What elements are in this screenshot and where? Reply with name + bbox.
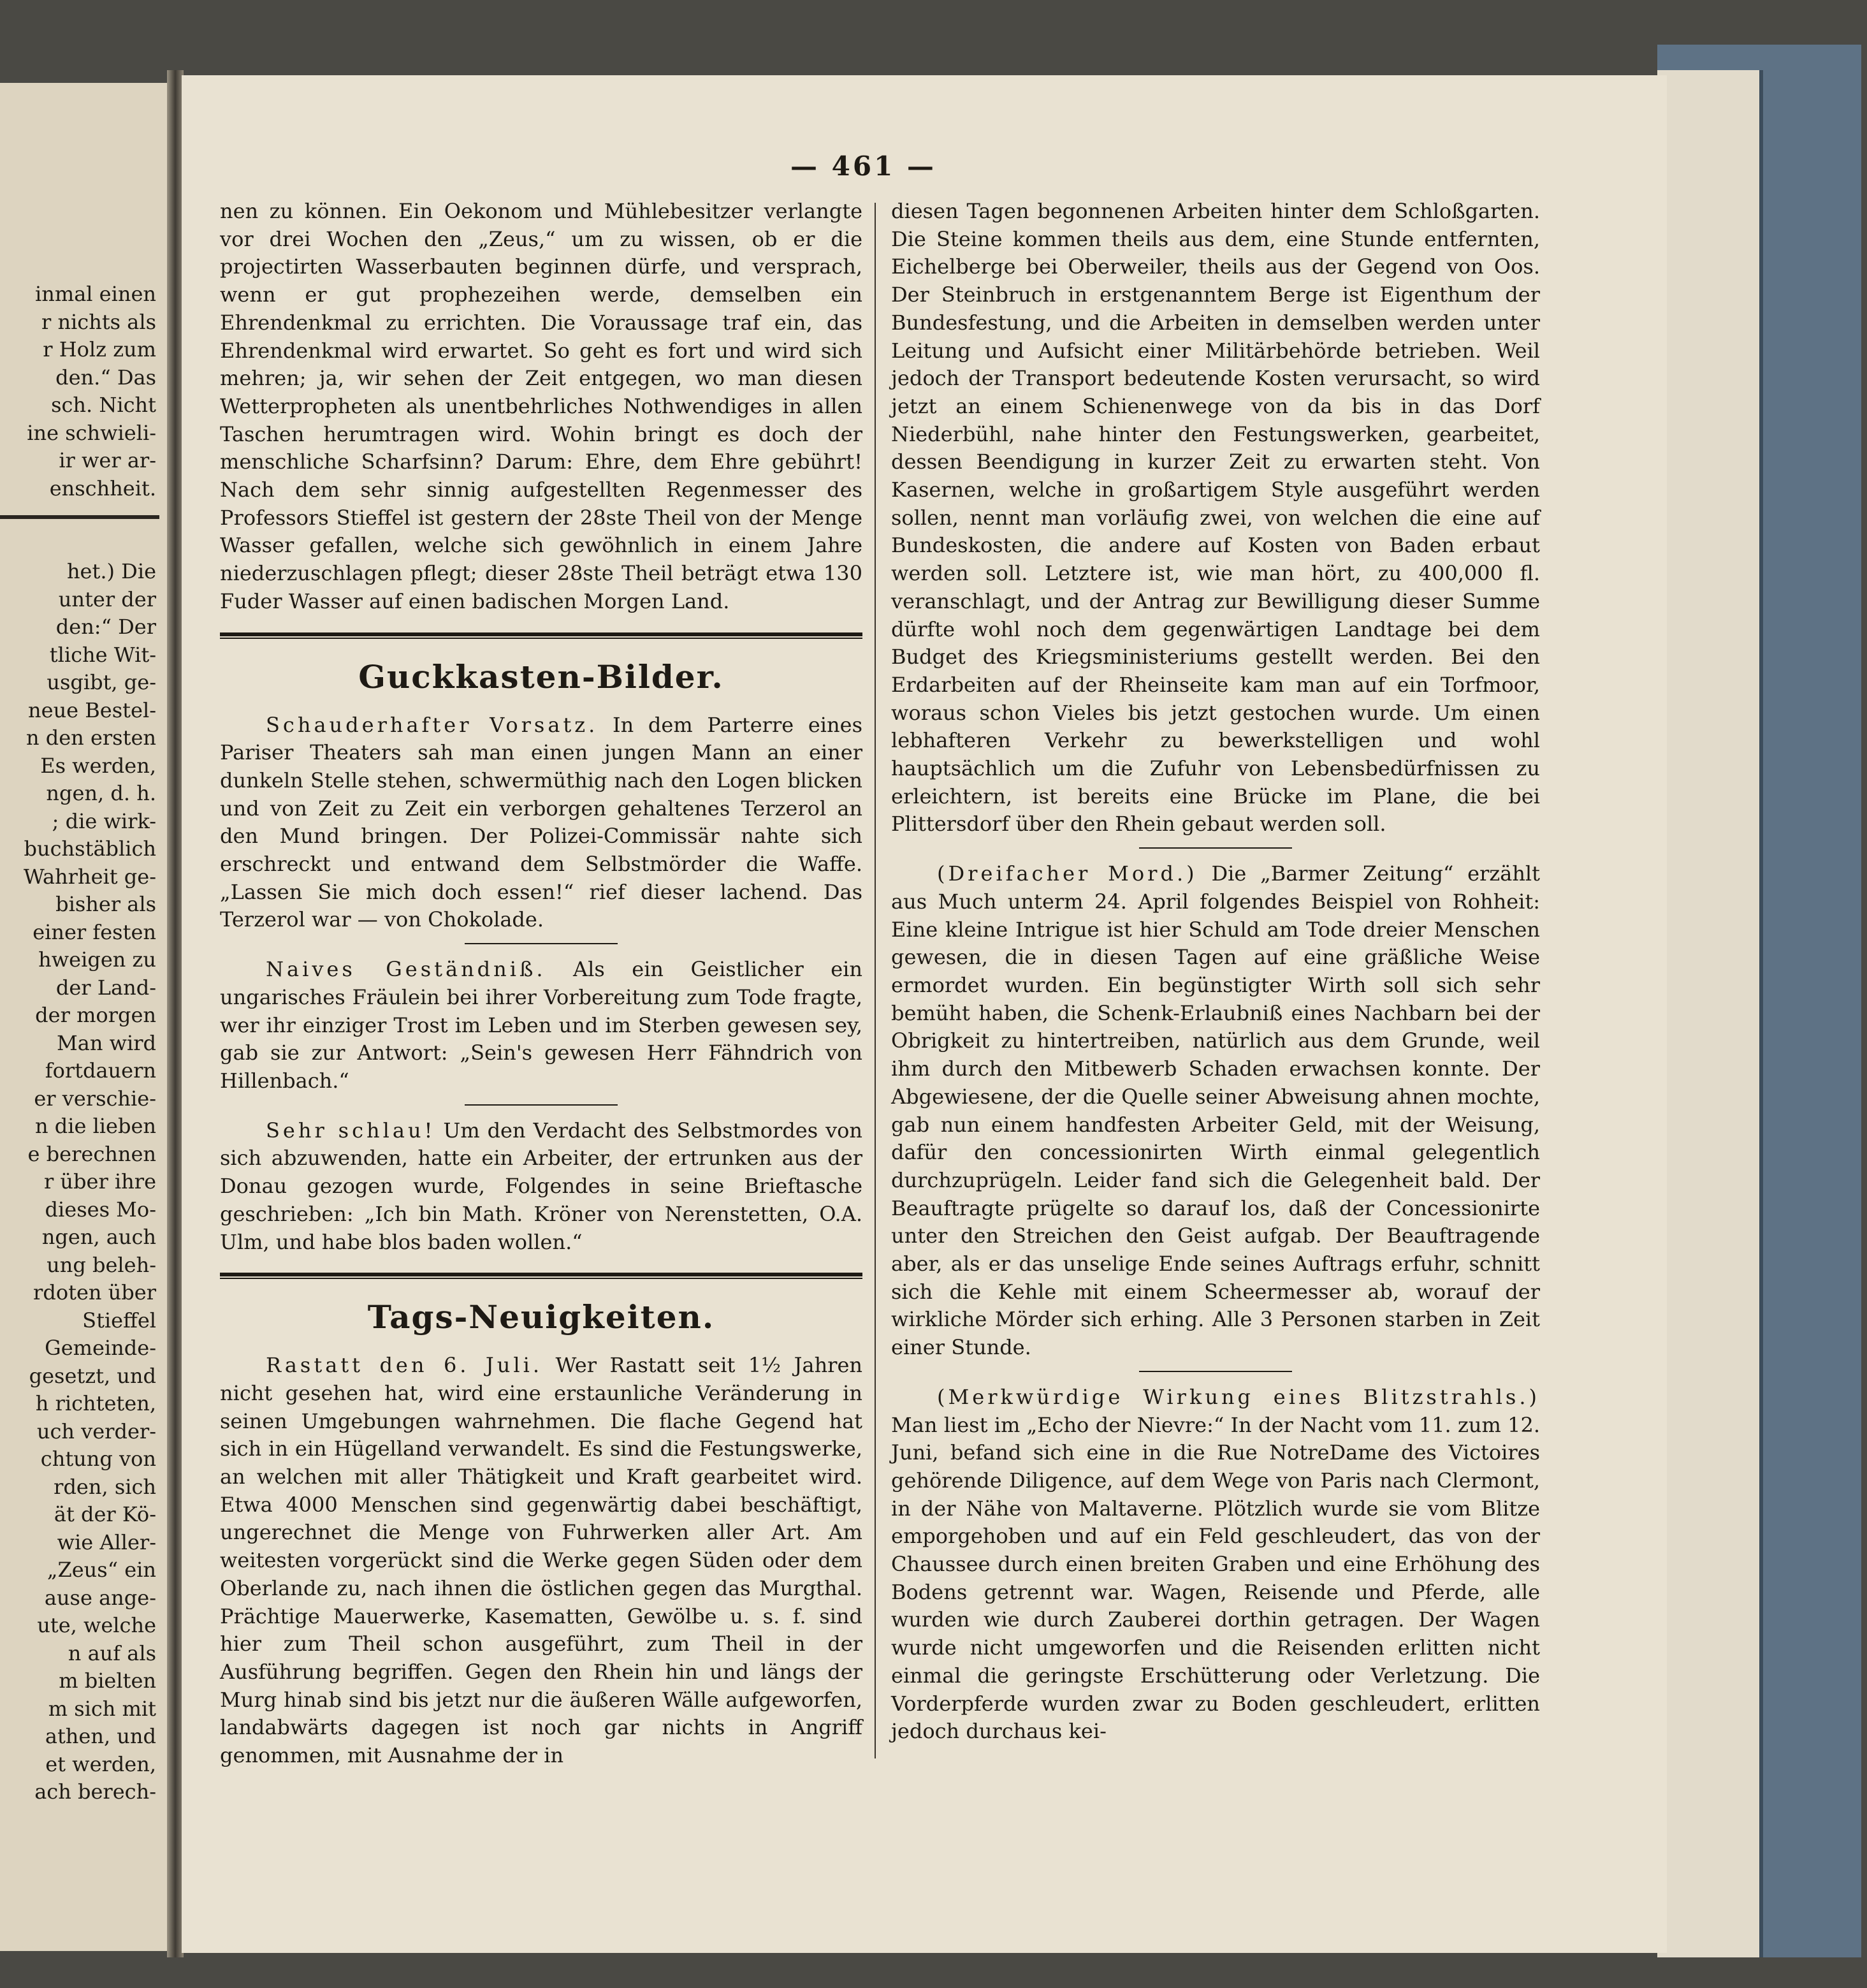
left-page-line: der morgen xyxy=(35,1003,156,1027)
left-page-line: ir wer ar- xyxy=(59,448,156,472)
item-heading: Sehr schlau! xyxy=(266,1118,436,1143)
left-page-line: Es werden, xyxy=(40,753,156,778)
item-text: Als ein Geistlicher ein ungarisches Fräulein bei ihrer Vorbereitung zum Tode fragte, wer ihr einziger Trost im Leben und im Sterben gewesen sey, gab sie zur Antwort: „Sein's gewesen Herr Fähndrich von Hillenbach.“ xyxy=(220,957,863,1093)
left-page-line: tliche Wit- xyxy=(49,642,156,667)
left-page-line: ngen, d. h. xyxy=(46,781,156,805)
left-page-line: sch. Nicht xyxy=(51,393,156,417)
left-page-line: buchstäblich xyxy=(24,837,156,861)
left-page-line: neue Bestel- xyxy=(28,698,156,722)
column-left xyxy=(220,198,862,1770)
item-heading: Naives Geständniß. xyxy=(266,957,546,982)
left-page-rule xyxy=(0,515,159,519)
left-page-line: inmal einen xyxy=(35,282,156,306)
left-page-line: h richteten, xyxy=(35,1391,156,1415)
left-page-line: rdoten über xyxy=(33,1280,156,1305)
left-page-line: n die lieben xyxy=(34,1114,156,1138)
left-page-line: ine schwieli- xyxy=(27,420,156,445)
section-title-tags-neuigkeiten: Tags-Neuigkeiten. xyxy=(367,1298,715,1336)
left-page-line xyxy=(0,530,156,559)
left-page-line: ung beleh- xyxy=(47,1252,156,1277)
left-page-line: ät der Kö- xyxy=(54,1502,156,1526)
left-page-line: e berechnen xyxy=(27,1141,156,1166)
item-naives-gestaendniss xyxy=(220,956,862,1095)
left-page-line: wie Aller- xyxy=(57,1530,156,1554)
column-divider xyxy=(875,203,876,1758)
item-blitzstrahl xyxy=(891,1384,1540,1746)
article-continuation: nen zu können. Ein Oekonom und Mühlebesitzer verlangte vor drei Wochen den „Zeus,“ um zu wissen, ob er die projectirten Wasserbauten beginnen dürfe, und versprach, wenn er gut prophezeihen werde, demselben ein Ehrendenkmal zu errichten. Die Voraussage traf ein, das Ehrendenkmal wird erwartet. So geht es fort und wird sich mehren; ja, wir sehen der Zeit entgegen, wo man diesen Wetterpropheten als unentbehrliches Nothwendiges in allen Taschen herumtragen wird. Wohin bringt es doch der menschliche Scharfsinn? Darum: Ehre, dem Ehre gebührt! Nach dem sehr sinnig aufgestellten Regenmesser des Professors Stieffel ist gestern der 28ste Theil von der Menge Wasser gefallen, welche sich gewöhnlich in einem Jahre niederzuschlagen pflegt; dieser 28ste Theil beträgt etwa 130 Fuder Wasser auf einen badischen Morgen Land. xyxy=(220,199,862,613)
left-page-line: r nichts als xyxy=(41,309,156,334)
item-heading: Schauderhafter Vorsatz. xyxy=(266,712,599,737)
item-dreifacher-mord xyxy=(891,860,1540,1362)
item-divider xyxy=(1139,847,1292,849)
item-text: Man liest im „Echo der Nievre:“ In der Nacht vom 11. zum 12. Juni, befand sich eine in die Rue NotreDame des Victoires gehörende Diligence, auf dem Wege von Paris nach Clermont, in der Nähe von Maltaverne. Plötzlich wurde sie vom Blitze emporgehoben und auf ein Feld geschleudert, das von der Chaussee durch einen breiten Graben und eine Erhöhung des Bodens getrennt war. Wagen, Reisende und Pferde, alle wurden wie durch Zauberei dorthin getragen. Der Wagen wurde nicht umgeworfen und die Reisenden erlitten nicht einmal die geringste Erschütterung oder Verletzung. Die Vorderpferde wurden zwar zu Boden geschleudert, erlitten jedoch durchaus kei- xyxy=(891,1412,1540,1744)
page-block-edge xyxy=(1657,70,1763,1957)
left-page-line: usgibt, ge- xyxy=(47,670,156,694)
left-page-line: et werden, xyxy=(45,1751,156,1776)
left-page-line: ause ange- xyxy=(44,1585,156,1610)
left-page-line: n auf als xyxy=(68,1641,156,1665)
item-divider xyxy=(465,1104,618,1106)
article-continuation: diesen Tagen begonnenen Arbeiten hinter dem Schloßgarten. Die Steine kommen theils aus dem, eine Stunde entfernten, Eichelberge bei Oberweiler, theils aus der Gegend von Oos. Der Steinbruch in erstgenanntem Berge ist Eigenthum der Bundesfestung, und die Arbeiten in demselben werden unter Leitung und Aufsicht einer Militärbehörde betrieben. Weil jedoch der Transport bedeutende Kosten verursacht, so wird jetzt an einem Schienenwege von da bis in das Dorf Niederbühl, nahe hinter den Festungswerken, gearbeitet, dessen Beendigung in kurzer Zeit zu erwarten steht. Von Kasernen, welche in großartigem Style ausgeführt werden sollen, nennt man vorläufig zwei, von welchen die eine auf Bundeskosten, die andere auf Kosten von Baden erbaut werden soll. Letztere ist, wie man hört, zu 400,000 fl. veranschlagt, und der Antrag zur Bewilligung dieser Summe dürfte wohl noch dem gegenwärtigen Landtage bei dem Budget des Kriegsministeriums gestellt werden. Bei den Erdarbeiten auf der Rheinseite kam man auf ein Torfmoor, woraus schon Vieles bis jetzt gestochen wurde. Um einen lebhafteren Verkehr zu bewerkstelligen und wohl hauptsächlich um die Zufuhr von Lebensbedürfnissen zu erleichtern, ist bereits eine Brücke im Plane, die bei Plittersdorf über den Rhein gebaut werden soll. xyxy=(891,199,1540,837)
left-page-line: r über ihre xyxy=(43,1169,156,1194)
left-page-line: het.) Die xyxy=(66,559,156,583)
left-page-line: den.“ Das xyxy=(55,365,156,390)
left-page-line: bisher als xyxy=(55,892,156,916)
left-page-line: Gemeinde- xyxy=(45,1336,156,1360)
left-page-line: m sich mit xyxy=(48,1696,156,1721)
left-page-line: fortdauern xyxy=(45,1058,156,1083)
section-title-guckkasten: Guckkasten-Bilder. xyxy=(358,657,724,696)
left-page-line: ute, welche xyxy=(37,1613,156,1637)
left-page-line: Stieffel xyxy=(82,1308,156,1333)
left-page-line: er verschie- xyxy=(34,1086,156,1111)
left-page-text xyxy=(0,281,156,1806)
item-divider xyxy=(1139,1371,1292,1372)
item-divider xyxy=(465,943,618,944)
left-page-line: ; die wirk- xyxy=(52,808,156,833)
left-page-line: gesetzt, und xyxy=(29,1363,156,1388)
item-heading: (Dreifacher Mord.) xyxy=(937,861,1198,886)
left-page-line: ngen, auch xyxy=(41,1225,156,1249)
left-page-line: Wahrheit ge- xyxy=(23,864,156,889)
item-heading: (Merkwürdige Wirkung eines Blitzstrahls.) xyxy=(937,1384,1540,1409)
left-page-line: der Land- xyxy=(55,975,156,1000)
column-right xyxy=(891,198,1540,1746)
section-rule xyxy=(220,1273,862,1276)
left-page-line: athen, und xyxy=(45,1724,156,1748)
left-page-line: „Zeus“ ein xyxy=(47,1558,156,1582)
left-page-line: rden, sich xyxy=(54,1474,156,1499)
left-page-line: uch verder- xyxy=(36,1419,156,1443)
item-heading: Rastatt den 6. Juli. xyxy=(266,1353,543,1378)
section-rule-thin xyxy=(220,638,862,639)
item-sehr-schlau xyxy=(220,1117,862,1257)
left-page-line: n den ersten xyxy=(25,726,156,750)
left-page-line: m bielten xyxy=(59,1669,156,1693)
item-text: Die „Barmer Zeitung“ erzählt aus Much unterm 24. April folgendes Beispiel von Rohheit: Eine kleine Intrigue ist hier Schuld am Tode dreier Menschen gewesen, die in diesen Tagen auf eine gräßliche Weise ermordet wurden. Ein begünstigter Wirth soll sich sehr bemüht haben, die Schenk-Erlaubniß eines Nachbarn bei der Obrigkeit zu hintertreiben, natürlich aus dem Grunde, weil ihm durch den Mitbewerb Schaden erwachsen konnte. Der Abgewiesene, der die Quelle seiner Abweisung ahnen mochte, gab nun einem handfesten Arbeiter Geld, mit der Weisung, dafür den concessionirten Wirth einmal gelegentlich durchzuprügeln. Leider fand sich die Gelegenheit bald. Der Beauftragte prügelte so darauf los, daß der Concessionirte unter den Streichen den Geist aufgab. Der Beauftragende aber, als er das unselige Ende seines Auftrags erfuhr, schnitt sich die Kehle mit einem Scheermesser ab, worauf der wirkliche Mörder sich erhing. Alle 3 Personen starben in Zeit einer Stunde. xyxy=(891,861,1541,1360)
left-page-line: enschheit. xyxy=(49,476,156,501)
item-schauderhafter-vorsatz xyxy=(220,712,862,935)
left-page-line: chtung von xyxy=(40,1447,156,1471)
left-page-line: unter der xyxy=(58,587,156,611)
left-page-line: einer festen xyxy=(33,919,156,944)
item-text: In dem Parterre eines Pariser Theaters sah man einen jungen Mann an einer dunkeln Stelle stehen, schwermüthig nach den Logen blicken und von Zeit zu Zeit ein verborgen gehaltenes Terzerol an den Mund bringen. Der Polizei-Commissär nahte sich erschreckt und entwand dem Selbstmörder die Waffe. „Lassen Sie mich doch essen!“ rief dieser lachend. Das Terzerol war — von Chokolade. xyxy=(220,712,862,932)
left-page-line: dieses Mo- xyxy=(45,1197,156,1222)
item-text: Wer Rastatt seit 1½ Jahren nicht gesehen hat, wird eine erstaunliche Veränderung in seinen Umgebungen wahrnehmen. Die flache Gegend hat sich in ein Hügelland verwandelt. Es sind die Festungswerke, an welchen mit aller Thätigkeit und Kraft gearbeitet wird. Etwa 4000 Menschen sind gegenwärtig dabei beschäftigt, ungerechnet die Menge von Fuhrwerken aller Art. Am weitesten vorgerückt sind die Werke gegen Süden oder dem Oberlande zu, nach ihnen die östlichen gegen das Murgthal. Prächtige Mauerwerke, Kasematten, Gewölbe u. s. f. sind hier zum Theil schon ausgeführt, zum Theil in der Ausführung begriffen. Gegen den Rhein hin und längs der Murg hinab sind bis jetzt nur die äußeren Wälle aufgeworfen, landabwärts dagegen ist noch gar nichts in Angriff genommen, mit Ausnahme der in xyxy=(220,1353,863,1768)
item-rastatt xyxy=(220,1352,862,1770)
page-number: — 461 — xyxy=(790,150,936,182)
left-page xyxy=(0,83,172,1951)
item-text: Um den Verdacht des Selbstmordes von sich abzuwenden, hatte ein Arbeiter, der ertrunken aus der Donau gezogen wurde, Folgendes in seine Brieftasche geschrieben: „Ich bin Math. Kröner von Nerenstetten, O.A. Ulm, und habe blos baden wollen.“ xyxy=(220,1118,863,1254)
left-page-line: Man wird xyxy=(56,1030,156,1055)
left-page-line: r Holz zum xyxy=(43,337,156,362)
section-rule xyxy=(220,632,862,636)
left-page-line: den:“ Der xyxy=(55,615,156,639)
section-rule-thin xyxy=(220,1278,862,1279)
left-page-line: ach berech- xyxy=(34,1780,156,1804)
left-page-line: hweigen zu xyxy=(38,947,156,972)
